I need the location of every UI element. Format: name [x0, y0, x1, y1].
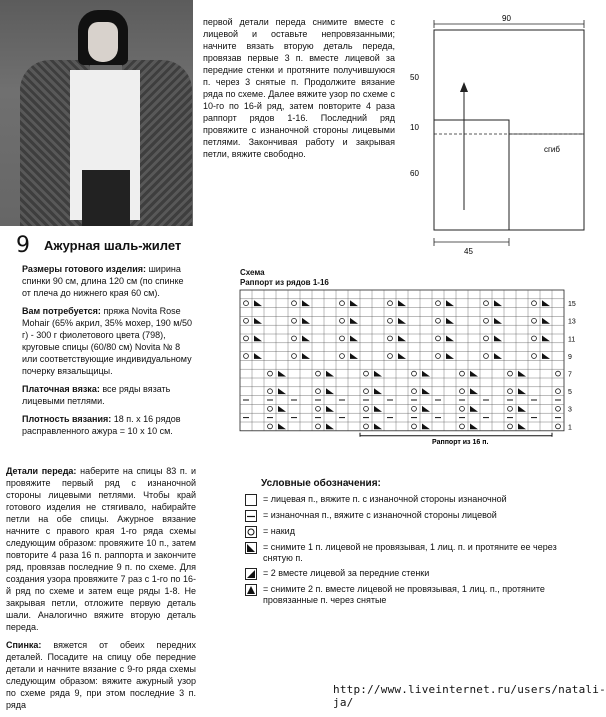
source-url: http://www.liveinternet.ru/users/natali-ja/ [333, 683, 606, 709]
double-decrease-icon [245, 584, 257, 596]
model-photo [0, 0, 193, 226]
continued-instructions: первой детали переда снимите вместе с лицевой и оставьте непровязанными; начните вязать вторую деталь переда, провязав первые 3 п. вместе лицевой за передние стенки и протяните получившуюся п. через 3 снятые п. Продолжите вязание ряда по схеме. Далее вяжите узор по схеме с 10-го по 16-й ряд, затем повторите 4 раза раппорт рядов 1-16. Последний ряд провяжите с изнаночной стороны лицевыми петлями. Закончивая работу и закрывая петли, вяжите свободно. [203, 17, 395, 159]
dim-width-90: 90 [502, 14, 511, 23]
garter-label: Платочная вязка: [22, 384, 100, 394]
scheme-title [240, 268, 329, 288]
yarn-over-icon [245, 526, 257, 538]
spec-block [22, 263, 194, 443]
chart-row-number: 13 [568, 318, 576, 326]
garment-diagram [404, 10, 594, 260]
scheme-subtitle: Раппорт из рядов 1-16 [240, 278, 329, 287]
fold-label: сгиб [544, 145, 560, 154]
legend-item-knit [245, 494, 575, 506]
right-decrease-icon [245, 568, 257, 580]
legend-item-purl [245, 510, 575, 522]
need-label: Вам потребуется: [22, 306, 101, 316]
pattern-title: Ажурная шаль-жилет [44, 238, 182, 253]
left-decrease-icon [245, 542, 257, 554]
density-label: Плотность вязания: [22, 414, 112, 424]
legend-text-knit: = лицевая п., вяжите п. с изнаночной стороны изнаночной [263, 494, 507, 504]
front-label: Детали переда: [6, 466, 77, 476]
legend-text-k2tog: = 2 вместе лицевой за передние стенки [263, 568, 430, 578]
knit-symbol-icon [245, 494, 257, 506]
legend-text-ssk: = снимите 1 п. лицевой не провязывая, 1 лиц. п. и протяните ее через снятую п. [263, 542, 557, 563]
chart-row-number: 1 [568, 424, 572, 432]
chart-row-number: 15 [568, 301, 576, 309]
legend-heading: Условные обозначения: [261, 478, 381, 489]
dim-60: 60 [410, 169, 419, 178]
legend-item-cdd [245, 584, 575, 606]
chart-row-number: 11 [568, 336, 576, 344]
chart-row-number: 9 [568, 353, 572, 361]
dark-skirt [82, 170, 130, 226]
pattern-number: 9 [16, 233, 30, 258]
dim-45: 45 [464, 247, 473, 256]
dim-10: 10 [410, 123, 419, 132]
legend-text-cdd: = снимите 2 п. вместе лицевой не провязывая, 1 лиц. п., протяните провязанные п. через снятые [263, 584, 545, 605]
repeat-label: Раппорт из 16 п. [432, 438, 489, 446]
chart-row-number: 7 [568, 371, 572, 379]
face [88, 22, 118, 62]
instructions-block [6, 465, 196, 717]
front-text: наберите на спицы 83 п. и провяжите первый ряд с изнаночной стороны лицевыми петлями. Чтобы край готового изделия не стягивало, набирайте петли на обе спицы. Ажурное вязание начните с правого края 1-го ряда схемы следующим образом: провяжите 10 п., затем повторите 4 раза 16 п. раппорта и закончите ряд, провязав последние 9 п. по схеме. Для создания узора провяжите 7 раз с 1-го по 16-й ряд по схеме и затем еще ряды 1-8. Не закрывая петли, отложите первую деталь шали. Аналогично вяжите вторую деталь переда. [6, 466, 196, 632]
legend-item-ssk [245, 542, 575, 564]
knitting-chart [238, 288, 586, 458]
legend [245, 478, 575, 610]
chart-row-number: 3 [568, 406, 572, 414]
chart-row-number: 5 [568, 389, 572, 397]
density-text: 18 п. x 16 рядов расправленного ажура = 10 x 10 см. [22, 414, 181, 436]
size-label: Размеры готового изделия: [22, 264, 147, 274]
dim-50: 50 [410, 73, 419, 82]
legend-text-yarnover: = накид [263, 526, 295, 536]
back-label: Спинка: [6, 640, 42, 650]
legend-text-purl: = изнаночная п., вяжите с изнаночной стороны лицевой [263, 510, 497, 520]
need-text: пряжа Novita Rose Mohair (65% акрил, 35% мохер, 190 м/50 г) - 300 г фиолетового цвета (798), круговые спицы (60/80 см) Novita № 8 или соответствующие индивидуальному почерку вязальщицы. [22, 306, 192, 376]
legend-item-k2tog [245, 568, 575, 580]
purl-symbol-icon [245, 510, 257, 522]
back-text: вяжется от обеих передних деталей. Посадите на спицу обе передние детали и начните вязание с 9-го ряда схемы следующим образом: вяжите ажурный узор по схеме ряда 9, при этом последние 3 п. ряда [6, 640, 196, 710]
garter-text: все ряды вязать лицевыми петлями. [22, 384, 171, 406]
legend-item-yarnover [245, 526, 575, 538]
size-text: ширина спинки 90 см, длина 120 см (по спинке от плеча до нижнего края 60 см). [22, 264, 184, 298]
scheme-title-label: Схема [240, 268, 265, 277]
